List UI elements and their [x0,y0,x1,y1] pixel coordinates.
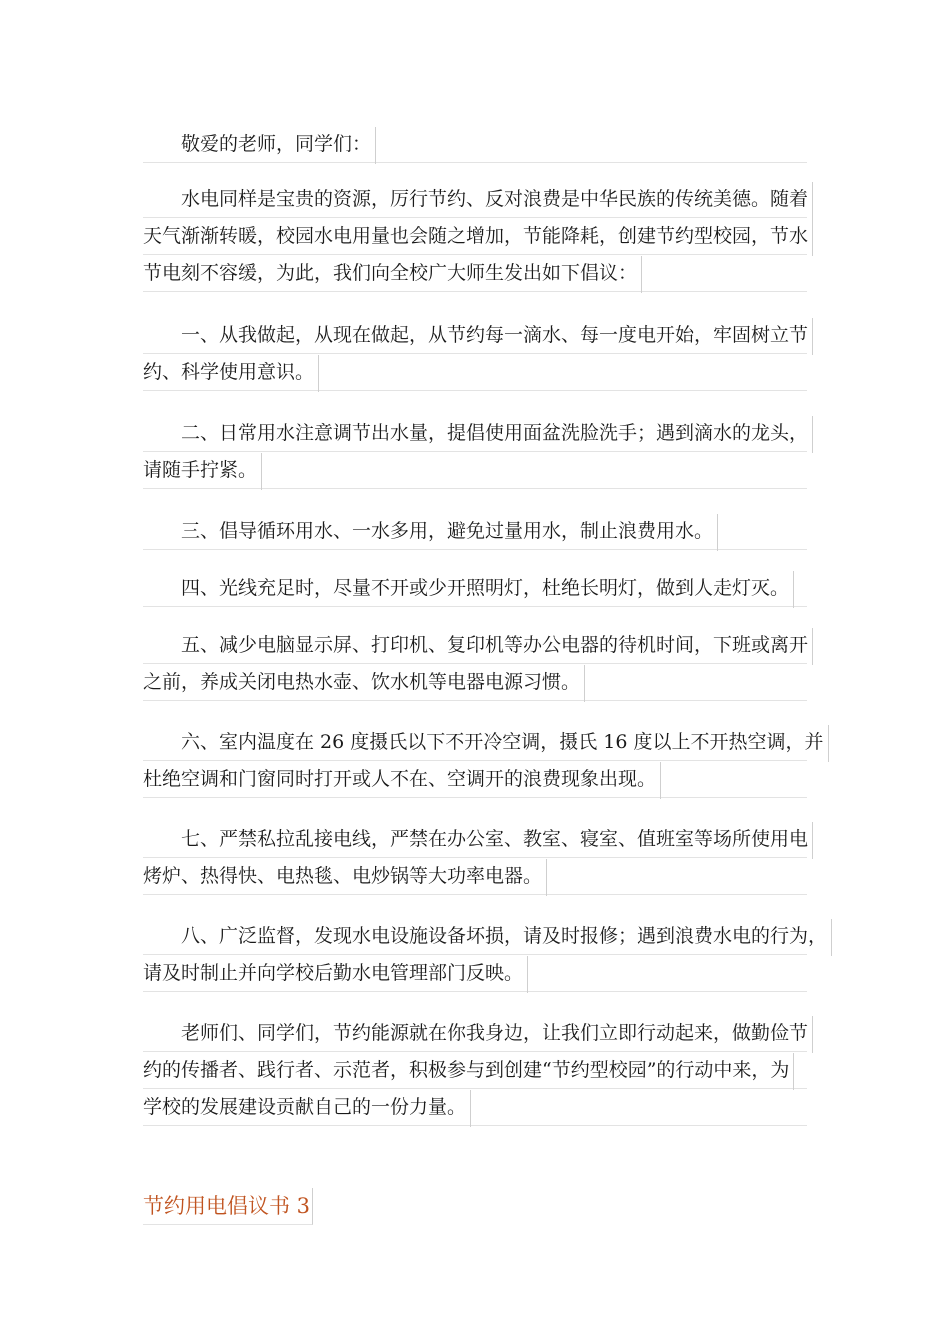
closing-line: 学校的发展建设贡献自己的一份力量。 [143,1090,471,1127]
item-5-line: 之前，养成关闭电热水壶、饮水机等电器电源习惯。 [143,665,585,702]
item-1-line: 一、从我做起，从现在做起，从节约每一滴水、每一度电开始，牢固树立节 [143,318,813,355]
closing-paragraph [143,1015,807,1126]
intro-line: 天气渐渐转暖，校园水电用量也会随之增加，节能降耗，创建节约型校园，节水 [143,219,813,256]
item-6-line: 杜绝空调和门窗同时打开或人不在、空调开的浪费现象出现。 [143,762,661,799]
item-2-line: 请随手拧紧。 [143,453,262,490]
item-5-paragraph [143,627,807,701]
salutation-text: 敬爱的老师，同学们： [143,127,376,164]
item-3-line: 三、倡导循环用水、一水多用，避免过量用水，制止浪费用水。 [143,514,718,551]
closing-line: 约的传播者、践行者、示范者，积极参与到创建“节约型校园”的行动中来，为 [143,1053,794,1090]
item-7-line: 烤炉、热得快、电热毯、电炒锅等大功率电器。 [143,859,547,896]
item-6-paragraph [143,724,824,798]
closing-line: 老师们、同学们，节约能源就在你我身边，让我们立即行动起来，做勤俭节 [143,1016,813,1053]
item-7-line: 七、严禁私拉乱接电线，严禁在办公室、教室、寝室、值班室等场所使用电 [143,822,813,859]
section-heading: 节约用电倡议书 3 [143,1188,313,1225]
item-7-paragraph [143,821,807,895]
item-8-line: 八、广泛监督，发现水电设施设备坏损，请及时报修；遇到浪费水电的行为， [143,919,832,956]
salutation-paragraph [143,126,807,163]
item-6-line: 六、室内温度在 26 度摄氏以下不开冷空调，摄氏 16 度以上不开热空调，并 [143,725,829,762]
item-2-paragraph [143,415,807,489]
item-1-paragraph [143,317,807,391]
item-4-paragraph [143,570,807,607]
intro-line: 节电刻不容缓，为此，我们向全校广大师生发出如下倡议： [143,256,642,293]
item-8-paragraph [143,918,828,992]
item-1-line: 约、科学使用意识。 [143,355,319,392]
item-5-line: 五、减少电脑显示屏、打印机、复印机等办公电器的待机时间，下班或离开 [143,628,813,665]
item-4-line: 四、光线充足时，尽量不开或少开照明灯，杜绝长明灯，做到人走灯灭。 [143,571,794,608]
intro-paragraph [143,181,807,292]
item-8-line: 请及时制止并向学校后勤水电管理部门反映。 [143,956,528,993]
intro-line: 水电同样是宝贵的资源，厉行节约、反对浪费是中华民族的传统美德。随着 [143,182,813,219]
item-2-line: 二、日常用水注意调节出水量，提倡使用面盆洗脸洗手；遇到滴水的龙头， [143,416,813,453]
item-3-paragraph [143,513,807,550]
